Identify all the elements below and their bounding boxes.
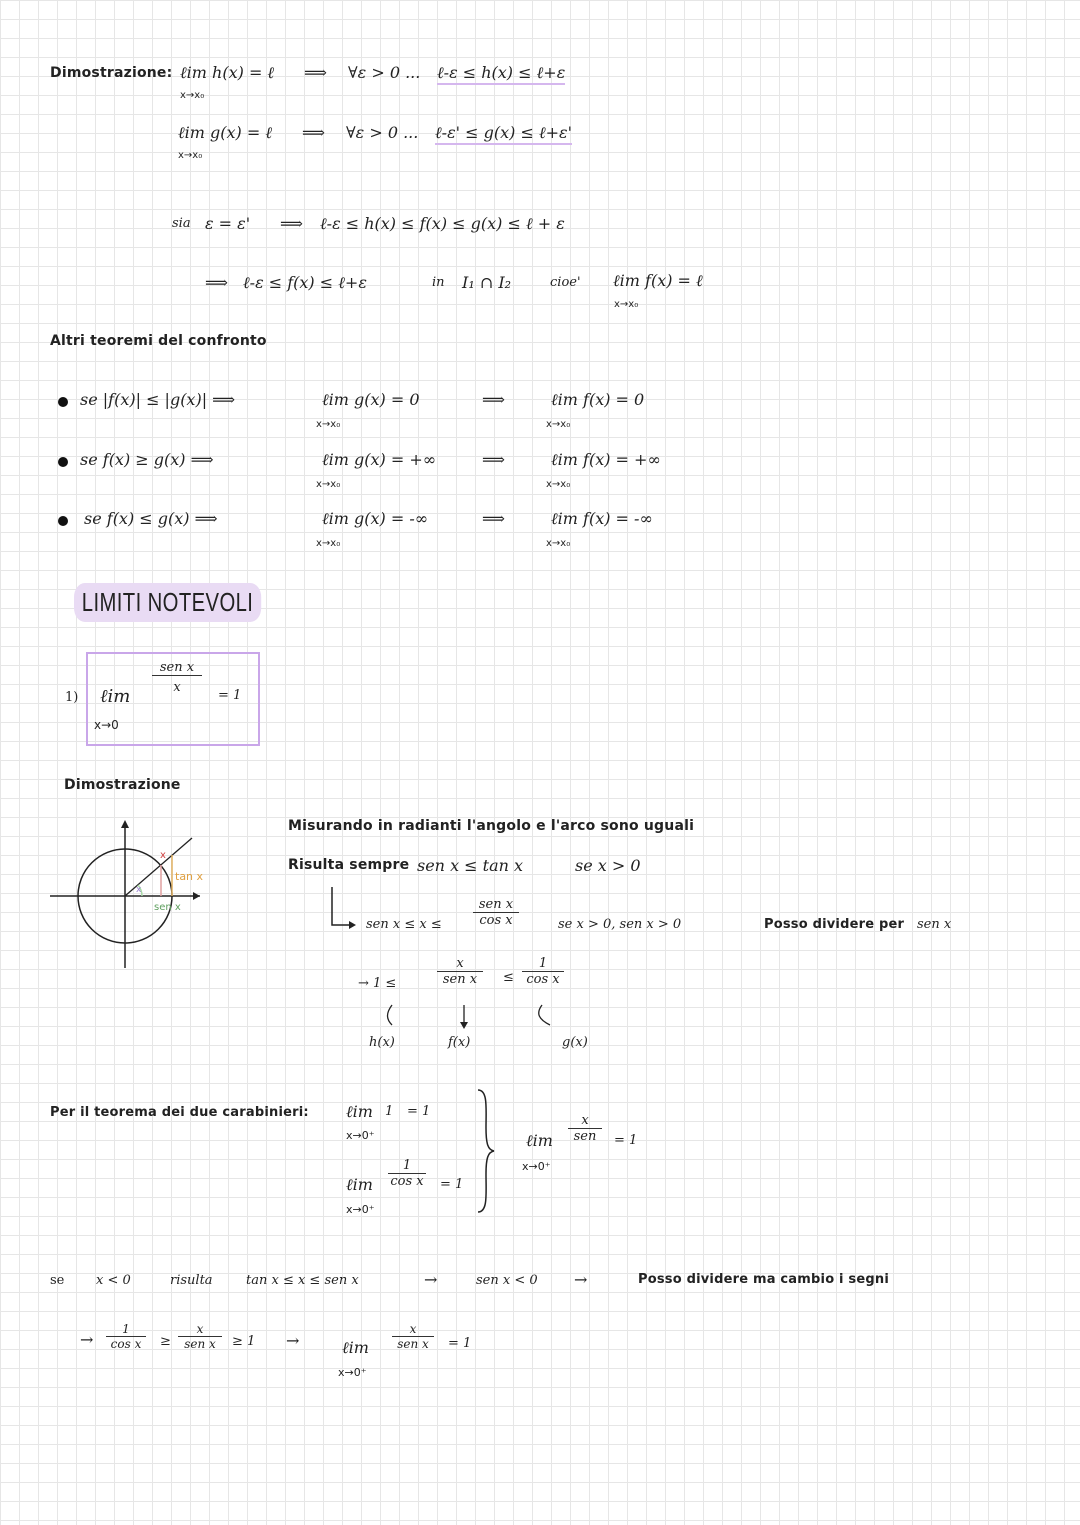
item-number: 1) [65,690,79,705]
sia-word: sia [172,216,191,231]
in-word: in [432,275,445,290]
implies-arrow: ⟹ [482,450,505,469]
fraction-sen-over-x [152,660,202,695]
cond-x-negative: x < 0 [96,1273,131,1288]
theorem-lim-g: ℓim g(x) = 0 [322,390,420,409]
theorem-lim-g: ℓim g(x) = -∞ [322,509,429,528]
f-bound-chain: ℓ-ε ≤ f(x) ≤ ℓ+ε [243,273,367,292]
denominator: sen x [397,1337,429,1351]
arrow-icon: → [424,1270,438,1289]
lim-word: ℓim [526,1131,553,1150]
risulta-word: risulta [170,1273,213,1288]
implies-arrow: ⟹ [482,509,505,528]
sen-label: sen x [154,902,181,913]
forall-eps: ∀ε > 0 ... [346,123,419,142]
theorem-lim-f: ℓim f(x) = +∞ [551,450,661,469]
proof-label: Dimostrazione: [50,65,173,81]
other-theorems-heading: Altri teoremi del confronto [50,333,267,349]
lim-word: ℓim [346,1102,373,1121]
y-axis-arrow [121,820,129,828]
denominator: x [173,680,181,695]
fraction-tan [473,897,519,928]
cioe-word: cioe' [550,275,581,290]
h-inequality: ℓ-ε ≤ h(x) ≤ ℓ+ε [437,63,565,85]
equals-one: = 1 [407,1104,431,1119]
equals-one: = 1 [614,1133,638,1148]
curved-arrow-icon [388,1005,393,1025]
implies-arrow: ⟹ [304,63,327,82]
geq-sign: ≥ [160,1334,171,1349]
le-sign: ≤ [503,970,514,985]
lim-f-result: ℓim f(x) = ℓ [613,271,703,290]
right-brace-icon [474,1088,498,1214]
theorem-lim-f-sub: x→x₀ [546,419,571,430]
bullet [58,516,68,526]
lim-sub: x→0⁺ [346,1203,375,1216]
fraction-x-over-sen [178,1322,222,1351]
fraction-x-over-sen [568,1113,602,1144]
denominator: cos x [110,1337,142,1351]
denominator: cos x [390,1174,424,1189]
one-le: → 1 ≤ [358,976,397,991]
se-word: se [50,1273,65,1288]
sen-le-tan: sen x ≤ tan x [417,856,524,875]
theorem-lim-f: ℓim f(x) = -∞ [551,509,653,528]
theorem-lim-f-sub: x→x₀ [546,538,571,549]
lim-h-expr: ℓim h(x) = ℓ [180,63,275,82]
unit-circle-diagram [50,818,210,973]
implies-arrow: ⟹ [280,214,303,233]
theorem-lim-g: ℓim g(x) = +∞ [322,450,437,469]
fraction-x-over-sen [437,956,483,987]
denominator: cos x [479,913,513,928]
equals-one: = 1 [218,688,242,703]
fraction-x-over-sen [392,1322,434,1351]
curved-arrow-icon [539,1005,550,1025]
g-label: g(x) [562,1035,588,1050]
risulta-word: Risulta sempre [288,857,410,873]
theorem-lim-f: ℓim f(x) = 0 [551,390,645,409]
denominator: sen x [442,972,478,987]
lim-g-expr: ℓim g(x) = ℓ [178,123,273,142]
cond-x-positive: se x > 0 [575,856,641,875]
x-axis-arrow [193,892,200,900]
angle-label: x [136,885,142,895]
fraction-1-over-cos [522,956,564,987]
lim-sub: x→0⁺ [522,1160,551,1173]
bullet [58,457,68,467]
f-label: f(x) [448,1035,471,1050]
theorem-lim-g-sub: x→x₀ [316,538,341,549]
mapping-arrows [380,1003,580,1033]
bullet [58,397,68,407]
arrow-icon: → [574,1270,588,1289]
interval-intersection: I₁ ∩ I₂ [462,273,512,292]
equals-one: = 1 [440,1177,464,1192]
g-inequality: ℓ-ε' ≤ g(x) ≤ ℓ+ε' [435,123,572,145]
theorem-condition: se f(x) ≤ g(x) ⟹ [84,509,218,528]
sen-negative: sen x < 0 [476,1273,538,1288]
forall-eps: ∀ε > 0 ... [348,63,421,82]
section-title: LIMITI NOTEVOLI [74,583,261,622]
denominator: sen [573,1129,597,1144]
sen-le-x: sen x ≤ x ≤ [366,917,442,932]
fraction-1-over-cos [388,1158,426,1189]
lim-f-sub: x→x₀ [614,299,639,310]
implies-arrow: ⟹ [482,390,505,409]
numerator: x [437,956,483,972]
theorem-condition: se f(x) ≥ g(x) ⟹ [80,450,214,469]
squeeze-chain: ℓ-ε ≤ h(x) ≤ f(x) ≤ g(x) ≤ ℓ + ε [320,214,565,233]
theorem-lim-g-sub: x→x₀ [316,479,341,490]
numerator: 1 [106,1322,146,1337]
denominator: sen x [184,1337,216,1351]
point-marker: x [160,850,166,861]
equals-one: = 1 [448,1336,472,1351]
lim-sub: x→0⁺ [338,1366,367,1379]
carabinieri-label: Per il teorema dei due carabinieri: [50,1105,309,1120]
theorem-lim-g-sub: x→x₀ [316,419,341,430]
lim-value: 1 [385,1104,394,1119]
arrow-icon: → [286,1331,300,1350]
implies-arrow: ⟹ [302,123,325,142]
theorem-lim-f-sub: x→x₀ [546,479,571,490]
h-label: h(x) [369,1035,395,1050]
geq-one: ≥ 1 [232,1334,256,1349]
lim-word: ℓim [100,686,131,707]
numerator: sen x [152,660,202,676]
numerator: x [392,1322,434,1337]
numerator: 1 [522,956,564,972]
fraction-1-over-cos [106,1322,146,1351]
lim-h-sub: x→x₀ [180,90,205,101]
radianti-note: Misurando in radianti l'angolo e l'arco sono uguali [288,818,695,834]
sign-change-note: Posso dividere ma cambio i segni [638,1272,890,1287]
denominator: cos x [526,972,560,987]
numerator: x [568,1113,602,1129]
divide-by: sen x [917,917,952,932]
tan-label: tan x [175,870,204,883]
implies-arrow: ⟹ [205,273,228,292]
proof2-label: Dimostrazione [64,777,181,793]
lim-sub: x→0⁺ [346,1129,375,1142]
arrow-icon: → [80,1330,94,1349]
down-arrow-head [460,1022,468,1029]
cond-sen-positive: se x > 0, sen x > 0 [558,917,682,932]
lim-word: ℓim [346,1175,373,1194]
lim-sub: x→0 [94,718,119,732]
eps-equal: ε = ε' [205,214,251,233]
lim-word: ℓim [342,1338,369,1357]
numerator: 1 [388,1158,426,1174]
theorem-condition: se |f(x)| ≤ |g(x)| ⟹ [80,390,236,409]
tan-le-x-le-sen: tan x ≤ x ≤ sen x [246,1273,359,1288]
divide-note: Posso dividere per [764,917,905,932]
lim-g-sub: x→x₀ [178,150,203,161]
numerator: sen x [473,897,519,913]
return-arrow-icon [328,885,358,931]
numerator: x [178,1322,222,1337]
